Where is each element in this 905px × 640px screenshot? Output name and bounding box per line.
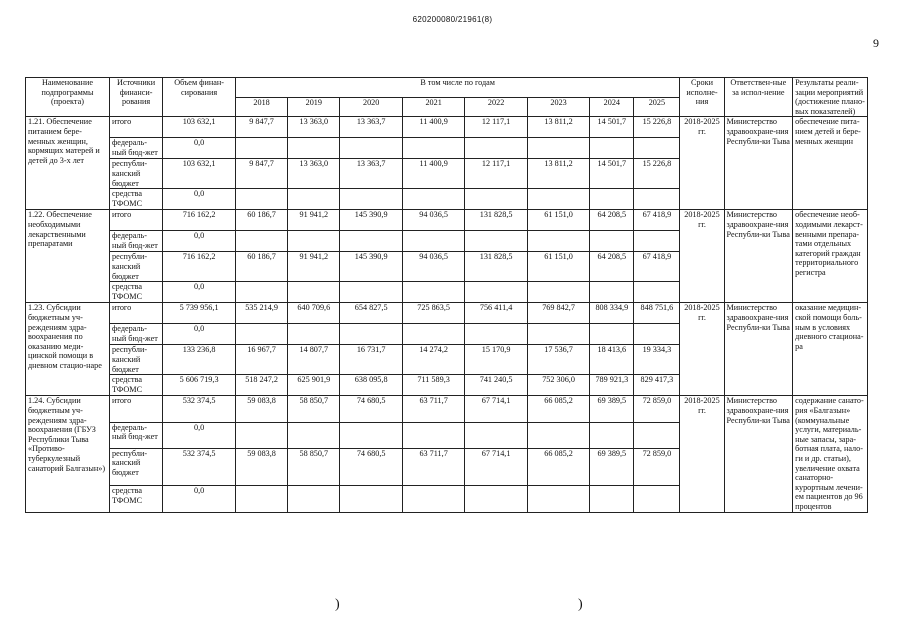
header-volume: Объем финан-сирования <box>163 78 236 117</box>
header-results: Результаты реали-зации мероприятий (достижение плано-вых показателей) <box>793 78 868 117</box>
year-value: 19 334,3 <box>634 345 680 375</box>
table-row <box>26 303 868 324</box>
year-value <box>288 231 340 252</box>
table-row <box>26 396 868 422</box>
year-value <box>288 486 340 512</box>
year-value: 72 859,0 <box>634 448 680 485</box>
funding-volume: 532 374,5 <box>163 396 236 422</box>
document-code: 620200080/21961(8) <box>412 15 493 24</box>
funding-volume: 0,0 <box>163 282 236 303</box>
funding-volume: 5 739 956,1 <box>163 303 236 324</box>
year-value: 848 751,6 <box>634 303 680 324</box>
header-name: Наименование подпрограммы (проекта) <box>26 78 110 117</box>
year-value: 66 085,2 <box>527 396 589 422</box>
header-year: 2018 <box>235 97 287 117</box>
year-value: 15 226,8 <box>634 117 680 138</box>
year-value <box>235 422 287 448</box>
page-number: 9 <box>873 36 879 50</box>
year-value <box>288 282 340 303</box>
funding-volume: 532 374,5 <box>163 448 236 485</box>
year-value <box>288 324 340 345</box>
funding-volume: 103 632,1 <box>163 117 236 138</box>
funding-source: федераль-ный бюд-жет <box>109 231 162 252</box>
year-value <box>634 486 680 512</box>
year-value <box>235 138 287 159</box>
implementation-results: оказание медицин-ской помощи боль-ным в условиях дневного стациона-ра <box>793 303 868 396</box>
header-years-group: В том числе по годам <box>235 78 680 98</box>
year-value: 789 921,3 <box>590 375 634 396</box>
year-value: 640 709,6 <box>288 303 340 324</box>
funding-source: федераль-ный бюд-жет <box>109 422 162 448</box>
year-value: 654 827,5 <box>340 303 402 324</box>
execution-terms: 2018-2025 гг. <box>680 210 724 303</box>
implementation-results: содержание санато-рия «Балгазын» (коммунальные услуги, материаль-ные запасы, зара-ботная плата, нало-ги и др. статьи), увеличение охвата санаторно-курортным лечени-ем пациентов до 96 процентов <box>793 396 868 512</box>
header-year: 2022 <box>465 97 527 117</box>
year-value: 16 967,7 <box>235 345 287 375</box>
responsible-party: Министерство здравоохране-ния Республи-ки Тыва <box>724 210 793 303</box>
funding-source: республи-канский бюджет <box>109 159 162 189</box>
table-body <box>26 117 868 512</box>
year-value: 91 941,2 <box>288 210 340 231</box>
funding-source: итого <box>109 396 162 422</box>
execution-terms: 2018-2025 гг. <box>680 303 724 396</box>
year-value <box>465 282 527 303</box>
funding-volume: 5 606 719,3 <box>163 375 236 396</box>
year-value <box>590 282 634 303</box>
year-value <box>402 486 464 512</box>
year-value <box>235 324 287 345</box>
year-value <box>465 324 527 345</box>
year-value: 18 413,6 <box>590 345 634 375</box>
year-value <box>527 486 589 512</box>
year-value: 59 083,8 <box>235 396 287 422</box>
year-value <box>634 231 680 252</box>
margin-mark: ) <box>335 597 340 612</box>
table-row <box>26 117 868 138</box>
year-value <box>465 422 527 448</box>
execution-terms: 2018-2025 гг. <box>680 396 724 512</box>
year-value: 13 363,7 <box>340 159 402 189</box>
year-value <box>590 231 634 252</box>
funding-source: федераль-ный бюд-жет <box>109 138 162 159</box>
funding-volume: 0,0 <box>163 231 236 252</box>
header-terms: Сроки исполне-ния <box>680 78 724 117</box>
year-value: 67 714,1 <box>465 448 527 485</box>
year-value: 741 240,5 <box>465 375 527 396</box>
year-value <box>634 324 680 345</box>
year-value: 13 811,2 <box>527 159 589 189</box>
year-value <box>340 486 402 512</box>
year-value: 145 390,9 <box>340 210 402 231</box>
year-value: 725 863,5 <box>402 303 464 324</box>
header-year: 2019 <box>288 97 340 117</box>
funding-volume: 0,0 <box>163 138 236 159</box>
funding-source: средства ТФОМС <box>109 282 162 303</box>
header-year: 2025 <box>634 97 680 117</box>
year-value: 15 226,8 <box>634 159 680 189</box>
responsible-party: Министерство здравоохране-ния Республи-ки Тыва <box>724 396 793 512</box>
funding-source: итого <box>109 210 162 231</box>
year-value <box>634 282 680 303</box>
year-value: 67 418,9 <box>634 210 680 231</box>
year-value <box>402 231 464 252</box>
funding-volume: 0,0 <box>163 486 236 512</box>
year-value <box>235 231 287 252</box>
year-value: 69 389,5 <box>590 396 634 422</box>
year-value: 58 850,7 <box>288 396 340 422</box>
responsible-party: Министерство здравоохране-ния Республи-ки Тыва <box>724 303 793 396</box>
funding-source: республи-канский бюджет <box>109 448 162 485</box>
year-value <box>402 138 464 159</box>
funding-volume: 133 236,8 <box>163 345 236 375</box>
year-value: 64 208,5 <box>590 210 634 231</box>
year-value: 535 214,9 <box>235 303 287 324</box>
funding-volume: 0,0 <box>163 422 236 448</box>
year-value: 14 807,7 <box>288 345 340 375</box>
year-value: 94 036,5 <box>402 210 464 231</box>
year-value: 14 274,2 <box>402 345 464 375</box>
header-year: 2020 <box>340 97 402 117</box>
year-value <box>590 324 634 345</box>
header-source: Источники финанси-рования <box>109 78 162 117</box>
year-value <box>235 486 287 512</box>
year-value: 72 859,0 <box>634 396 680 422</box>
year-value: 15 170,9 <box>465 345 527 375</box>
responsible-party: Министерство здравоохране-ния Республи-ки Тыва <box>724 117 793 210</box>
year-value: 829 417,3 <box>634 375 680 396</box>
year-value <box>465 486 527 512</box>
year-value: 13 363,0 <box>288 159 340 189</box>
year-value: 769 842,7 <box>527 303 589 324</box>
year-value <box>402 282 464 303</box>
funding-source: федераль-ный бюд-жет <box>109 324 162 345</box>
year-value <box>340 138 402 159</box>
year-value: 752 306,0 <box>527 375 589 396</box>
year-value: 13 363,7 <box>340 117 402 138</box>
year-value <box>527 189 589 210</box>
year-value: 67 714,1 <box>465 396 527 422</box>
year-value <box>590 138 634 159</box>
funding-source: республи-канский бюджет <box>109 252 162 282</box>
year-value: 74 680,5 <box>340 448 402 485</box>
year-value: 12 117,1 <box>465 117 527 138</box>
funding-source: средства ТФОМС <box>109 189 162 210</box>
year-value <box>340 422 402 448</box>
year-value: 94 036,5 <box>402 252 464 282</box>
year-value <box>590 486 634 512</box>
financing-table <box>25 77 868 513</box>
header-year: 2021 <box>402 97 464 117</box>
funding-source: итого <box>109 303 162 324</box>
implementation-results: обеспечение пита-нием детей и бере-менных женщин <box>793 117 868 210</box>
year-value <box>527 231 589 252</box>
year-value: 756 411,4 <box>465 303 527 324</box>
margin-mark: ) <box>578 597 583 612</box>
year-value: 67 418,9 <box>634 252 680 282</box>
funding-volume: 716 162,2 <box>163 210 236 231</box>
year-value: 64 208,5 <box>590 252 634 282</box>
year-value <box>527 138 589 159</box>
year-value <box>288 138 340 159</box>
year-value <box>288 189 340 210</box>
year-value: 625 901,9 <box>288 375 340 396</box>
year-value: 91 941,2 <box>288 252 340 282</box>
subprogram-name: 1.22. Обеспечение необходимыми лекарственными препаратами <box>26 210 110 303</box>
table-row <box>26 210 868 231</box>
year-value <box>465 138 527 159</box>
year-value: 131 828,5 <box>465 210 527 231</box>
funding-volume: 103 632,1 <box>163 159 236 189</box>
year-value: 61 151,0 <box>527 210 589 231</box>
year-value <box>590 422 634 448</box>
funding-source: итого <box>109 117 162 138</box>
year-value: 518 247,2 <box>235 375 287 396</box>
funding-source: средства ТФОМС <box>109 375 162 396</box>
funding-volume: 716 162,2 <box>163 252 236 282</box>
year-value: 13 811,2 <box>527 117 589 138</box>
year-value: 12 117,1 <box>465 159 527 189</box>
year-value <box>340 282 402 303</box>
year-value <box>340 324 402 345</box>
year-value: 16 731,7 <box>340 345 402 375</box>
year-value <box>634 189 680 210</box>
year-value: 9 847,7 <box>235 159 287 189</box>
year-value: 9 847,7 <box>235 117 287 138</box>
year-value: 63 711,7 <box>402 396 464 422</box>
year-value: 60 186,7 <box>235 252 287 282</box>
year-value <box>340 231 402 252</box>
year-value <box>288 422 340 448</box>
funding-volume: 0,0 <box>163 324 236 345</box>
year-value <box>527 282 589 303</box>
year-value: 61 151,0 <box>527 252 589 282</box>
subprogram-name: 1.23. Субсидии бюджетным уч-реждениям здра-воохранения по оказанию меди-цинской помощи в дневном стацио-наре <box>26 303 110 396</box>
year-value <box>402 324 464 345</box>
header-responsible: Ответствен-ные за испол-нение <box>724 78 793 117</box>
year-value: 14 501,7 <box>590 117 634 138</box>
funding-source: средства ТФОМС <box>109 486 162 512</box>
year-value: 66 085,2 <box>527 448 589 485</box>
year-value: 145 390,9 <box>340 252 402 282</box>
header-year: 2024 <box>590 97 634 117</box>
funding-source: республи-канский бюджет <box>109 345 162 375</box>
year-value: 131 828,5 <box>465 252 527 282</box>
year-value <box>235 189 287 210</box>
year-value: 11 400,9 <box>402 117 464 138</box>
implementation-results: обеспечение необ-ходимыми лекарст-венными препара-тами отдельных категорий граждан территориального регистра <box>793 210 868 303</box>
year-value <box>634 138 680 159</box>
year-value: 711 589,3 <box>402 375 464 396</box>
year-value: 11 400,9 <box>402 159 464 189</box>
year-value: 60 186,7 <box>235 210 287 231</box>
execution-terms: 2018-2025 гг. <box>680 117 724 210</box>
year-value: 638 095,8 <box>340 375 402 396</box>
year-value: 74 680,5 <box>340 396 402 422</box>
year-value: 59 083,8 <box>235 448 287 485</box>
year-value <box>527 324 589 345</box>
year-value <box>235 282 287 303</box>
header-year: 2023 <box>527 97 589 117</box>
year-value <box>465 189 527 210</box>
year-value <box>402 189 464 210</box>
year-value <box>402 422 464 448</box>
year-value: 17 536,7 <box>527 345 589 375</box>
year-value: 14 501,7 <box>590 159 634 189</box>
subprogram-name: 1.24. Субсидии бюджетным уч-реждениям здра-воохранения (ГБУЗ Республики Тыва «Противо-туберкулезный санаторий Балгазын») <box>26 396 110 512</box>
year-value <box>527 422 589 448</box>
year-value <box>340 189 402 210</box>
funding-volume: 0,0 <box>163 189 236 210</box>
year-value: 69 389,5 <box>590 448 634 485</box>
year-value <box>590 189 634 210</box>
year-value: 63 711,7 <box>402 448 464 485</box>
year-value: 808 334,9 <box>590 303 634 324</box>
year-value <box>465 231 527 252</box>
year-value: 13 363,0 <box>288 117 340 138</box>
subprogram-name: 1.21. Обеспечение питанием бере-менных женщин, кормящих матерей и детей до 3-х лет <box>26 117 110 210</box>
year-value: 58 850,7 <box>288 448 340 485</box>
year-value <box>634 422 680 448</box>
